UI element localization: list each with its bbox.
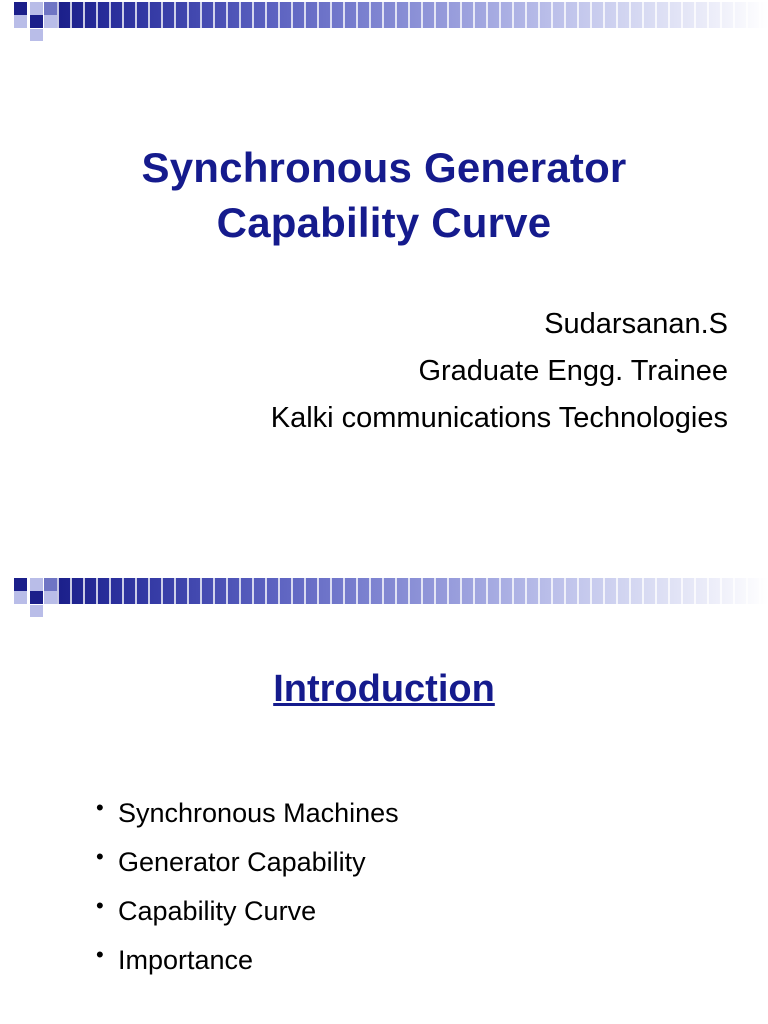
band-square-light (44, 15, 57, 28)
author-organization: Kalki communications Technologies (270, 401, 728, 434)
band-square-light (30, 2, 43, 15)
bullet-list (96, 789, 768, 986)
list-item: • Importance (96, 936, 768, 985)
band-gradient-bar (57, 2, 768, 28)
section-heading: Introduction (273, 668, 495, 710)
band-square-dark (30, 591, 43, 604)
slide-header-band (0, 576, 768, 620)
presentation-title-line2: Capability Curve (216, 199, 552, 247)
band-square-light (30, 605, 43, 617)
band-square-light (30, 578, 43, 591)
band-gradient-bar (57, 578, 768, 604)
band-square-light (44, 591, 57, 604)
band-square-mid (44, 578, 57, 591)
introduction-slide (0, 576, 768, 1024)
band-square-light (30, 29, 43, 41)
author-block (40, 301, 728, 442)
author-role: Graduate Engg. Trainee (418, 354, 728, 387)
band-square-light (14, 15, 27, 28)
list-item: • Generator Capability (96, 838, 768, 887)
band-square-dark (30, 15, 43, 28)
presentation-title-line1: Synchronous Generator (141, 144, 627, 191)
presentation-title (36, 140, 732, 251)
list-item: • Synchronous Machines (96, 789, 768, 838)
author-name: Sudarsanan.S (544, 307, 728, 340)
band-square-light (14, 591, 27, 604)
band-square-dark (14, 578, 27, 591)
band-square-dark (14, 2, 27, 15)
slide-header-band (0, 0, 768, 44)
band-square-mid (44, 2, 57, 15)
list-item: • Capability Curve (96, 887, 768, 936)
